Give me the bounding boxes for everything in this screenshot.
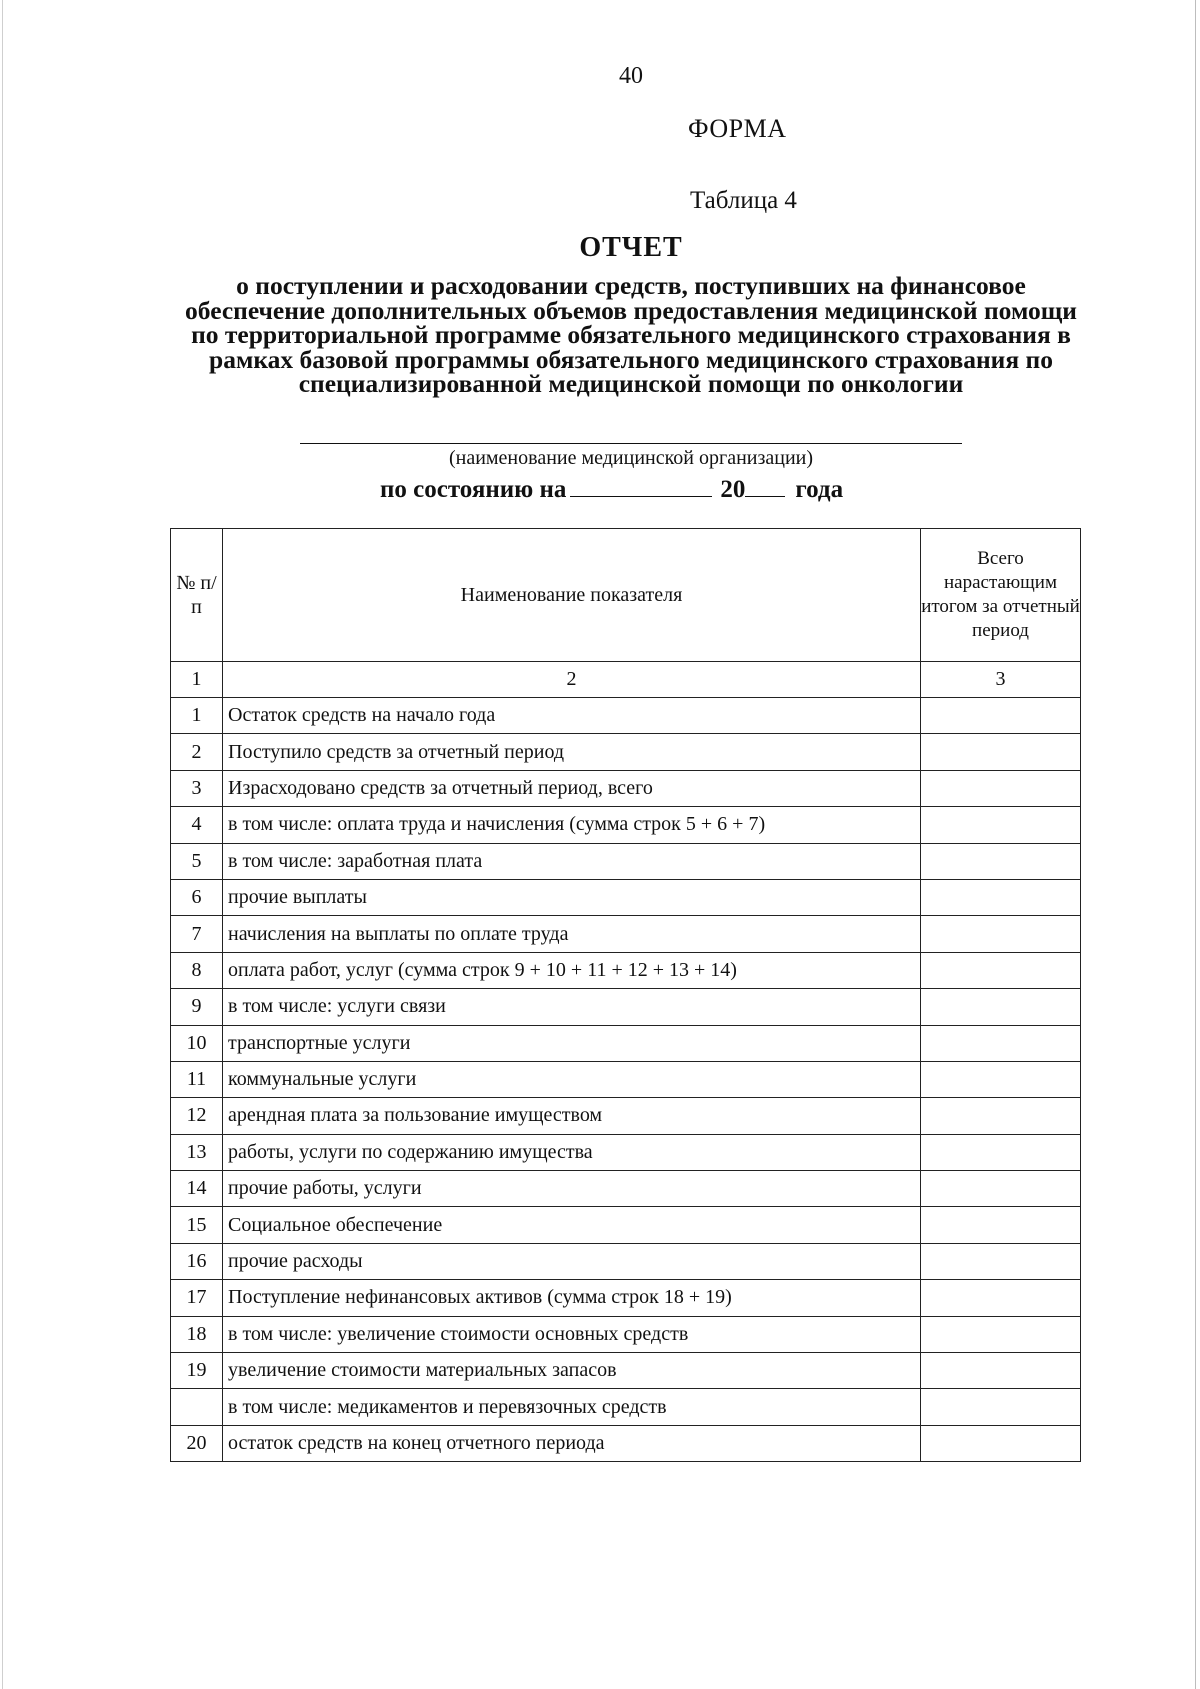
table-row <box>171 989 1081 1025</box>
table-row <box>171 952 1081 988</box>
indicator-name: коммунальные услуги <box>223 1061 921 1097</box>
column-number: 3 <box>921 662 1081 698</box>
indicator-name: Социальное обеспечение <box>223 1207 921 1243</box>
date-prefix: по состоянию на <box>380 476 567 503</box>
total-value-cell <box>921 879 1081 915</box>
total-value-cell <box>921 1316 1081 1352</box>
row-number: 2 <box>171 734 223 770</box>
report-title: ОТЧЕТ <box>579 232 683 263</box>
row-number: 18 <box>171 1316 223 1352</box>
total-value-cell <box>921 734 1081 770</box>
indicator-name: увеличение стоимости материальных запасов <box>223 1353 921 1389</box>
table-row <box>171 843 1081 879</box>
indicator-name: в том числе: услуги связи <box>223 989 921 1025</box>
row-number: 11 <box>171 1061 223 1097</box>
year-blank <box>745 474 785 497</box>
row-number: 8 <box>171 952 223 988</box>
row-number: 5 <box>171 843 223 879</box>
report-table <box>170 528 1081 1462</box>
row-number: 19 <box>171 1353 223 1389</box>
indicator-name: в том числе: медикаментов и перевязочных средств <box>223 1389 921 1425</box>
form-label: ФОРМА <box>688 114 787 143</box>
total-value-cell <box>921 770 1081 806</box>
indicator-name: в том числе: оплата труда и начисления (сумма строк 5 + 6 + 7) <box>223 807 921 843</box>
row-number: 12 <box>171 1098 223 1134</box>
table-row <box>171 698 1081 734</box>
table-row <box>171 1134 1081 1170</box>
organization-name-caption: (наименование медицинской организации) <box>448 447 814 469</box>
table-row <box>171 770 1081 806</box>
total-value-cell <box>921 1207 1081 1243</box>
table-row <box>171 1061 1081 1097</box>
table-label: Таблица 4 <box>690 187 797 214</box>
header-number: № п/п <box>171 529 223 662</box>
row-number: 17 <box>171 1280 223 1316</box>
row-number: 6 <box>171 879 223 915</box>
row-number: 13 <box>171 1134 223 1170</box>
year-prefix: 20 <box>720 476 746 503</box>
table-row <box>171 1171 1081 1207</box>
indicator-name: Израсходовано средств за отчетный период, всего <box>223 770 921 806</box>
indicator-name: в том числе: заработная плата <box>223 843 921 879</box>
row-number: 10 <box>171 1025 223 1061</box>
row-number: 1 <box>171 698 223 734</box>
report-date-line <box>380 474 843 505</box>
row-number: 15 <box>171 1207 223 1243</box>
indicator-name: Остаток средств на начало года <box>223 698 921 734</box>
table-row <box>171 1025 1081 1061</box>
total-value-cell <box>921 807 1081 843</box>
table-row <box>171 1243 1081 1279</box>
indicator-name: Поступление нефинансовых активов (сумма строк 18 + 19) <box>223 1280 921 1316</box>
table-row <box>171 1389 1081 1425</box>
total-value-cell <box>921 1171 1081 1207</box>
organization-name-line <box>300 443 962 444</box>
table-row <box>171 1280 1081 1316</box>
total-value-cell <box>921 1098 1081 1134</box>
date-blank <box>570 474 712 497</box>
total-value-cell <box>921 989 1081 1025</box>
total-value-cell <box>921 1389 1081 1425</box>
total-value-cell <box>921 1243 1081 1279</box>
page-number: 40 <box>619 63 643 89</box>
total-value-cell <box>921 952 1081 988</box>
row-number: 3 <box>171 770 223 806</box>
total-value-cell <box>921 1280 1081 1316</box>
table-row <box>171 1207 1081 1243</box>
row-number: 20 <box>171 1425 223 1461</box>
indicator-name: остаток средств на конец отчетного периода <box>223 1425 921 1461</box>
table-row <box>171 879 1081 915</box>
table-row <box>171 1098 1081 1134</box>
table-row <box>171 1353 1081 1389</box>
table-row <box>171 1316 1081 1352</box>
table-header-row <box>171 529 1081 662</box>
table-row <box>171 1425 1081 1461</box>
column-number-row <box>171 662 1081 698</box>
total-value-cell <box>921 1025 1081 1061</box>
total-value-cell <box>921 1425 1081 1461</box>
indicator-name: прочие расходы <box>223 1243 921 1279</box>
report-subtitle: о поступлении и расходовании средств, поступивших на финансовое обеспечение дополнительных объемов предоставления медицинской помощи по территориальной программе обязательного медицинского страхования в рамках базовой программы обязательного медицинского страхования по специализированной медицинской помощи по онкологии <box>185 271 1077 398</box>
row-number <box>171 1389 223 1425</box>
indicator-name: прочие выплаты <box>223 879 921 915</box>
indicator-name: арендная плата за пользование имуществом <box>223 1098 921 1134</box>
indicator-name: прочие работы, услуги <box>223 1171 921 1207</box>
row-number: 16 <box>171 1243 223 1279</box>
total-value-cell <box>921 1061 1081 1097</box>
header-indicator-name: Наименование показателя <box>223 529 921 662</box>
row-number: 4 <box>171 807 223 843</box>
table-row <box>171 916 1081 952</box>
total-value-cell <box>921 1353 1081 1389</box>
row-number: 7 <box>171 916 223 952</box>
date-suffix: года <box>795 476 844 503</box>
indicator-name: транспортные услуги <box>223 1025 921 1061</box>
table-row <box>171 734 1081 770</box>
indicator-name: в том числе: увеличение стоимости основных средств <box>223 1316 921 1352</box>
indicator-name: начисления на выплаты по оплате труда <box>223 916 921 952</box>
table-row <box>171 807 1081 843</box>
indicator-name: оплата работ, услуг (сумма строк 9 + 10 + 11 + 12 + 13 + 14) <box>223 952 921 988</box>
row-number: 9 <box>171 989 223 1025</box>
indicator-name: работы, услуги по содержанию имущества <box>223 1134 921 1170</box>
column-number: 1 <box>171 662 223 698</box>
total-value-cell <box>921 843 1081 879</box>
column-number: 2 <box>223 662 921 698</box>
total-value-cell <box>921 1134 1081 1170</box>
header-total: Всего нарастающим итогом за отчетный период <box>921 529 1081 662</box>
row-number: 14 <box>171 1171 223 1207</box>
total-value-cell <box>921 698 1081 734</box>
total-value-cell <box>921 916 1081 952</box>
indicator-name: Поступило средств за отчетный период <box>223 734 921 770</box>
